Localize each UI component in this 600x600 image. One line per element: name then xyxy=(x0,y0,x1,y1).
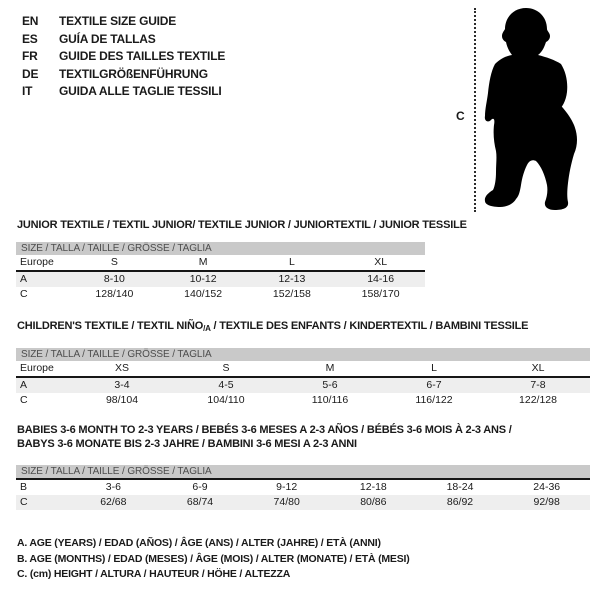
row-label: Europe xyxy=(20,256,54,268)
table-row-months xyxy=(16,480,590,495)
row-label: C xyxy=(20,394,28,406)
size-header-band: SIZE / TALLA / TAILLE / GRÖSSE / TAGLIA xyxy=(16,465,590,478)
height-cell: 68/74 xyxy=(186,496,214,508)
row-label: C xyxy=(20,288,28,300)
size-header-band: SIZE / TALLA / TAILLE / GRÖSSE / TAGLIA xyxy=(16,242,425,255)
table-row-height xyxy=(16,495,590,510)
months-cell: 12-18 xyxy=(359,481,387,493)
babies-section-title xyxy=(17,424,512,452)
language-code: EN xyxy=(22,14,39,28)
table-row-europe xyxy=(16,255,425,270)
junior-section-title: JUNIOR TEXTILE / TEXTIL JUNIOR/ TEXTILE JUNIOR / JUNIORTEXTIL / JUNIOR TESSILE xyxy=(17,219,467,231)
children-title-post: / TEXTILE DES ENFANTS / KINDERTEXTIL / BAMBINI TESSILE xyxy=(210,320,529,332)
size-cell: S xyxy=(110,256,118,268)
height-measure-label: C xyxy=(456,109,465,123)
table-row-age xyxy=(16,378,590,393)
size-cell: S xyxy=(222,362,230,374)
babies-title-line2: BABYS 3-6 MONATE BIS 2-3 JAHRE / BAMBINI 3-6 MESI A 2-3 ANNI xyxy=(17,437,357,450)
children-section-title xyxy=(17,320,528,333)
age-cell: 10-12 xyxy=(189,273,217,285)
height-cell: 110/116 xyxy=(311,394,349,406)
table-row-height xyxy=(16,287,425,302)
size-cell: L xyxy=(288,256,295,268)
language-code: FR xyxy=(22,49,38,64)
language-code: ES xyxy=(22,31,38,46)
baby-silhouette-icon xyxy=(483,4,600,216)
guide-title-en: TEXTILE SIZE GUIDE xyxy=(59,14,177,28)
measurement-legend xyxy=(17,536,410,583)
height-cell: 116/122 xyxy=(415,394,453,406)
age-cell: 6-7 xyxy=(426,379,442,391)
height-cell: 80/86 xyxy=(360,496,387,508)
size-header-band: SIZE / TALLA / TAILLE / GRÖSSE / TAGLIA xyxy=(16,348,590,361)
height-cell: 74/80 xyxy=(273,496,300,508)
legend-height-cm: C. (cm) HEIGHT / ALTURA / HAUTEUR / HÖHE / ALTEZZA xyxy=(17,568,291,581)
size-cell: XS xyxy=(114,362,129,374)
row-label: A xyxy=(20,273,28,285)
language-row-fr xyxy=(22,48,225,66)
children-title-subscript: /A xyxy=(203,324,211,333)
babies-title-line1: BABIES 3-6 MONTH TO 2-3 YEARS / BEBÉS 3-6 MESES A 2-3 AÑOS / BÉBÉS 3-6 MOIS À 2-3 ANS / xyxy=(17,424,512,436)
height-cell: 86/92 xyxy=(446,496,474,508)
height-measure-dotted-line xyxy=(474,8,476,212)
legend-age-years: A. AGE (YEARS) / EDAD (AÑOS) / ÂGE (ANS) / ALTER (JAHRE) / ETÀ (ANNI) xyxy=(17,537,381,549)
row-label: C xyxy=(20,496,28,508)
language-code: DE xyxy=(22,66,39,81)
row-label: Europe xyxy=(20,362,54,374)
months-cell: 9-12 xyxy=(276,481,298,493)
months-cell: 24-36 xyxy=(533,481,561,493)
size-cell: XL xyxy=(374,256,388,268)
size-cell: M xyxy=(198,256,208,268)
row-label: B xyxy=(20,481,28,493)
guide-title-it: GUIDA ALLE TAGLIE TESSILI xyxy=(59,84,222,99)
guide-title-fr: GUIDE DES TAILLES TEXTILE xyxy=(59,49,226,64)
height-cell: 140/152 xyxy=(184,288,223,300)
language-row-it xyxy=(22,83,225,101)
size-cell: L xyxy=(431,362,437,374)
age-cell: 4-5 xyxy=(218,379,234,391)
age-cell: 5-6 xyxy=(322,379,338,391)
months-cell: 6-9 xyxy=(192,481,208,493)
age-cell: 14-16 xyxy=(367,273,395,285)
months-cell: 3-6 xyxy=(105,481,121,493)
size-cell: M xyxy=(325,362,335,374)
height-cell: 98/104 xyxy=(105,394,139,406)
age-cell: 12-13 xyxy=(278,273,306,285)
children-title-pre: CHILDREN'S TEXTILE / TEXTIL NIÑO xyxy=(17,320,204,332)
guide-title-es: GUÍA DE TALLAS xyxy=(59,31,156,46)
language-row-en xyxy=(22,13,225,31)
height-cell: 104/110 xyxy=(207,394,245,406)
guide-title-de: TEXTILGRÖßENFÜHRUNG xyxy=(59,66,208,81)
junior-size-table xyxy=(16,242,425,302)
table-row-age xyxy=(16,272,425,287)
age-cell: 3-4 xyxy=(114,379,130,391)
height-cell: 122/128 xyxy=(519,394,557,406)
height-cell: 128/140 xyxy=(95,288,134,300)
age-cell: 8-10 xyxy=(103,273,125,285)
row-label: A xyxy=(20,379,28,391)
babies-size-table xyxy=(16,465,590,510)
legend-age-months: B. AGE (MONTHS) / EDAD (MESES) / ÂGE (MOIS) / ALTER (MONATE) / ETÀ (MESI) xyxy=(17,552,410,565)
height-cell: 92/98 xyxy=(533,496,560,508)
language-code: IT xyxy=(22,84,33,99)
months-cell: 18-24 xyxy=(446,481,474,493)
height-cell: 62/68 xyxy=(100,496,127,508)
language-row-de xyxy=(22,66,225,84)
table-row-height xyxy=(16,393,590,408)
height-cell: 152/158 xyxy=(272,288,311,300)
height-cell: 158/170 xyxy=(361,288,400,300)
age-cell: 7-8 xyxy=(530,379,546,391)
language-title-list xyxy=(22,13,225,101)
language-row-es xyxy=(22,31,225,49)
size-cell: XL xyxy=(531,362,545,374)
children-size-table xyxy=(16,348,590,408)
table-row-europe xyxy=(16,361,590,376)
